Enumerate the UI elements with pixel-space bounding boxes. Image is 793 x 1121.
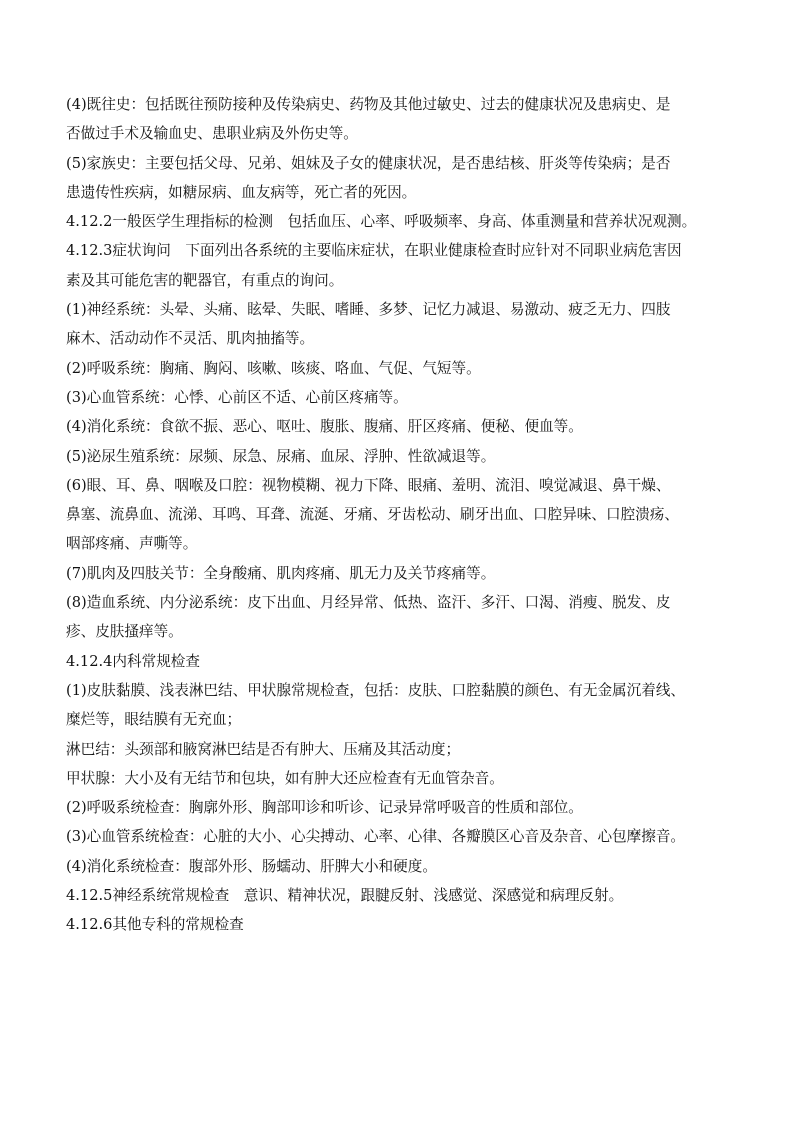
text-line: (4)消化系统检查：腹部外形、肠蠕动、肝脾大小和硬度。 xyxy=(66,857,437,875)
section-heading-4-12-5: 4.12.5神经系统常规检查 意识、精神状况，跟腱反射、浅感觉、深感觉和病理反射。 xyxy=(66,887,624,905)
text-line: (1)皮肤黏膜、浅表淋巴结、甲状腺常规检查，包括：皮肤、口腔黏膜的颜色、有无金属沉着线、 xyxy=(66,681,686,699)
text-line: (4)消化系统：食欲不振、恶心、呕吐、腹胀、腹痛、肝区疼痛、便秘、便血等。 xyxy=(66,418,583,436)
section-heading-4-12-3: 4.12.3症状询问 下面列出各系统的主要临床症状，在职业健康检查时应针对不同职业病危害因 xyxy=(66,242,682,260)
text-line: 甲状腺：大小及有无结节和包块，如有肿大还应检查有无血管杂音。 xyxy=(66,769,504,787)
text-line: (8)造血系统、内分泌系统：皮下出血、月经异常、低热、盗汗、多汗、口渴、消瘦、脱发、皮 xyxy=(66,594,671,612)
text-line: (4)既往史：包括既往预防接种及传染病史、药物及其他过敏史、过去的健康状况及患病史、是 xyxy=(66,96,671,113)
section-heading-4-12-4: 4.12.4内科常规检查 xyxy=(66,652,200,670)
text-line: (5)泌尿生殖系统：尿频、尿急、尿痛、血尿、浮肿、性欲减退等。 xyxy=(66,447,496,465)
text-line: (6)眼、耳、鼻、咽喉及口腔：视物模糊、视力下降、眼痛、羞明、流泪、嗅觉减退、鼻干燥、 xyxy=(66,476,671,494)
text-line: (1)神经系统：头晕、头痛、眩晕、失眠、嗜睡、多梦、记忆力减退、易激动、疲乏无力、四肢 xyxy=(66,301,671,319)
section-heading-4-12-2: 4.12.2一般医学生理指标的检测 包括血压、心率、呼吸频率、身高、体重测量和营养状况观测。 xyxy=(66,213,697,231)
text-line: 淋巴结：头颈部和腋窝淋巴结是否有肿大、压痛及其活动度； xyxy=(66,740,461,758)
text-line: (3)心血管系统：心悸、心前区不适、心前区疼痛等。 xyxy=(66,388,408,406)
text-line: (2)呼吸系统检查：胸廓外形、胸部叩诊和听诊、记录异常呼吸音的性质和部位。 xyxy=(66,799,583,817)
text-line: 素及其可能危害的靶器官，有重点的询问。 xyxy=(66,271,344,289)
text-line: (5)家族史：主要包括父母、兄弟、姐妹及子女的健康状况，是否患结核、肝炎等传染病；是否 xyxy=(66,154,671,172)
section-heading-4-12-6: 4.12.6其他专科的常规检查 xyxy=(66,916,244,934)
document-body xyxy=(66,90,738,940)
text-line: 疹、皮肤搔痒等。 xyxy=(66,623,183,641)
text-line: 咽部疼痛、声嘶等。 xyxy=(66,535,198,553)
text-line: (7)肌肉及四肢关节：全身酸痛、肌肉疼痛、肌无力及关节疼痛等。 xyxy=(66,564,496,582)
text-line: 否做过手术及输血史、患职业病及外伤史等。 xyxy=(66,125,358,143)
text-line: (3)心血管系统检查：心脏的大小、心尖搏动、心率、心律、各瓣膜区心音及杂音、心包摩擦音。 xyxy=(66,828,686,846)
text-line: (2)呼吸系统：胸痛、胸闷、咳嗽、咳痰、咯血、气促、气短等。 xyxy=(66,359,481,377)
text-line: 麻木、活动动作不灵活、肌肉抽搐等。 xyxy=(66,330,315,348)
text-line: 患遗传性疾病，如糖尿病、血友病等，死亡者的死因。 xyxy=(66,183,417,201)
text-line: 鼻塞、流鼻血、流涕、耳鸣、耳聋、流涎、牙痛、牙齿松动、刷牙出血、口腔异味、口腔溃疡、 xyxy=(66,506,679,524)
text-line: 糜烂等，眼结膜有无充血； xyxy=(66,711,242,729)
